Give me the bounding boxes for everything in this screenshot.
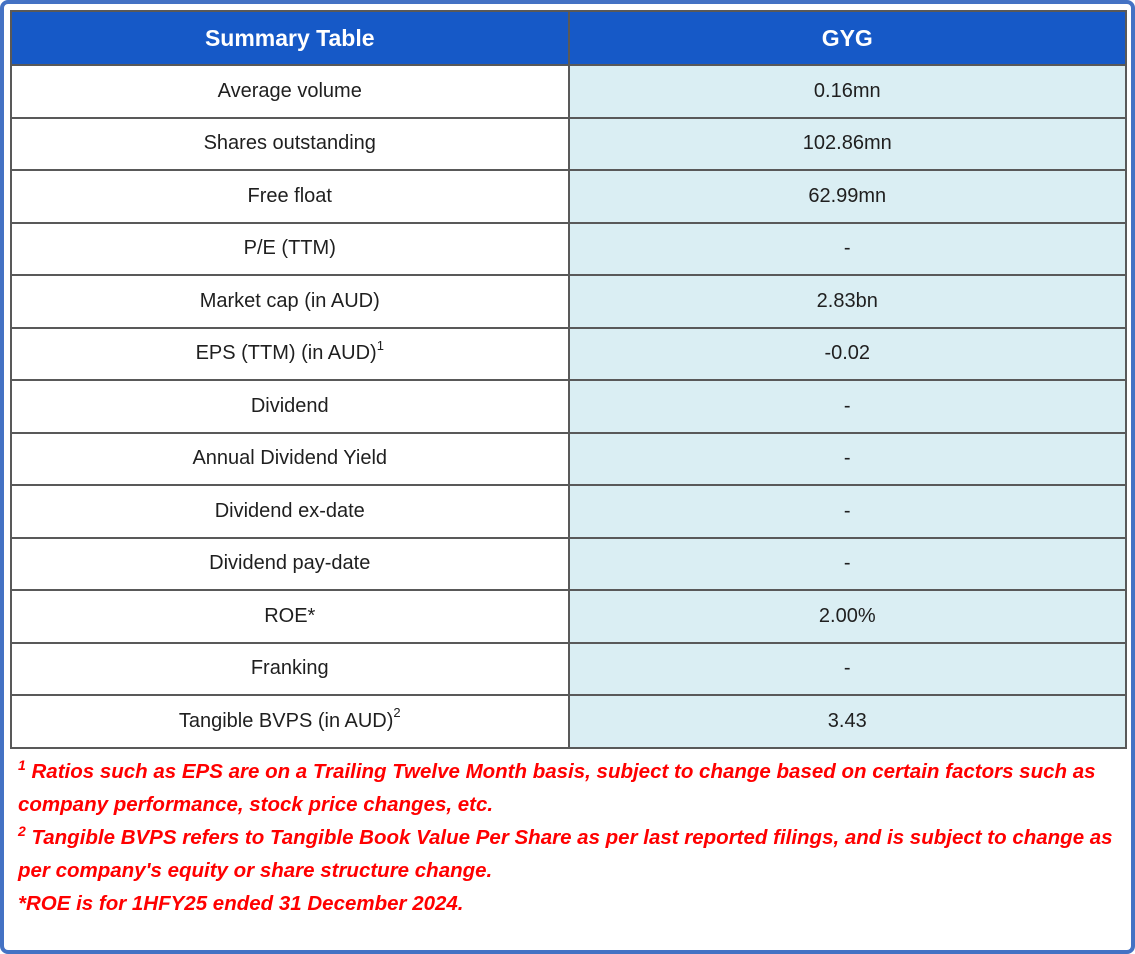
row-label-market-cap: Market cap (in AUD) (11, 275, 569, 328)
footnote-eps (18, 755, 1115, 821)
row-label-text: Tangible BVPS (in AUD) (178, 709, 394, 732)
table-row (11, 328, 1126, 381)
footnote-text: *ROE is for 1HFY25 ended 31 December 2024. (18, 891, 464, 915)
row-value-dividend-ex-date: - (569, 485, 1127, 538)
table-row (11, 380, 1126, 433)
row-value-roe: 2.00% (569, 590, 1127, 643)
row-value-franking: - (569, 643, 1127, 696)
table-row (11, 695, 1126, 748)
row-label-free-float: Free float (11, 170, 569, 223)
table-row (11, 118, 1126, 171)
table-header-row (11, 11, 1126, 65)
table-row (11, 643, 1126, 696)
row-label-eps-ttm (11, 328, 569, 381)
table-row (11, 65, 1126, 118)
row-label-tangible-bvps (11, 695, 569, 748)
row-value-free-float: 62.99mn (569, 170, 1127, 223)
table-row (11, 538, 1126, 591)
row-value-eps-ttm: -0.02 (569, 328, 1127, 381)
row-label-annual-dividend-yield: Annual Dividend Yield (11, 433, 569, 486)
footnote-tangible-bvps (18, 821, 1115, 887)
row-value-dividend: - (569, 380, 1127, 433)
row-label-average-volume: Average volume (11, 65, 569, 118)
table-row (11, 485, 1126, 538)
row-value-shares-outstanding: 102.86mn (569, 118, 1127, 171)
row-value-annual-dividend-yield: - (569, 433, 1127, 486)
row-label-dividend-pay-date: Dividend pay-date (11, 538, 569, 591)
footnotes (10, 749, 1125, 920)
footnote-roe (18, 887, 1115, 920)
header-ticker-gyg: GYG (569, 11, 1127, 65)
row-label-franking: Franking (11, 643, 569, 696)
footnote-superscript-2: 2 (18, 822, 26, 839)
table-row (11, 433, 1126, 486)
table-row (11, 590, 1126, 643)
row-value-average-volume: 0.16mn (569, 65, 1127, 118)
row-label-pe-ttm: P/E (TTM) (11, 223, 569, 276)
row-label-dividend-ex-date: Dividend ex-date (11, 485, 569, 538)
row-label-shares-outstanding: Shares outstanding (11, 118, 569, 171)
footnote-text: Tangible BVPS refers to Tangible Book Value Per Share as per last reported filings, and is subject to change as per company's equity or share structure change. (18, 825, 1113, 882)
table-row (11, 170, 1126, 223)
row-value-pe-ttm: - (569, 223, 1127, 276)
row-label-text: EPS (TTM) (in AUD) (195, 342, 377, 365)
footnote-marker-1: 1 (376, 337, 384, 353)
header-summary-table: Summary Table (11, 11, 569, 65)
row-value-market-cap: 2.83bn (569, 275, 1127, 328)
row-label-dividend: Dividend (11, 380, 569, 433)
summary-table (10, 10, 1127, 749)
footnote-marker-2: 2 (393, 705, 401, 721)
footnote-text: Ratios such as EPS are on a Trailing Twelve Month basis, subject to change based on certain factors such as company performance, stock price changes, etc. (18, 759, 1096, 816)
row-value-tangible-bvps: 3.43 (569, 695, 1127, 748)
table-row (11, 223, 1126, 276)
footnote-superscript-1: 1 (18, 756, 26, 773)
table-row (11, 275, 1126, 328)
row-value-dividend-pay-date: - (569, 538, 1127, 591)
row-label-roe: ROE* (11, 590, 569, 643)
